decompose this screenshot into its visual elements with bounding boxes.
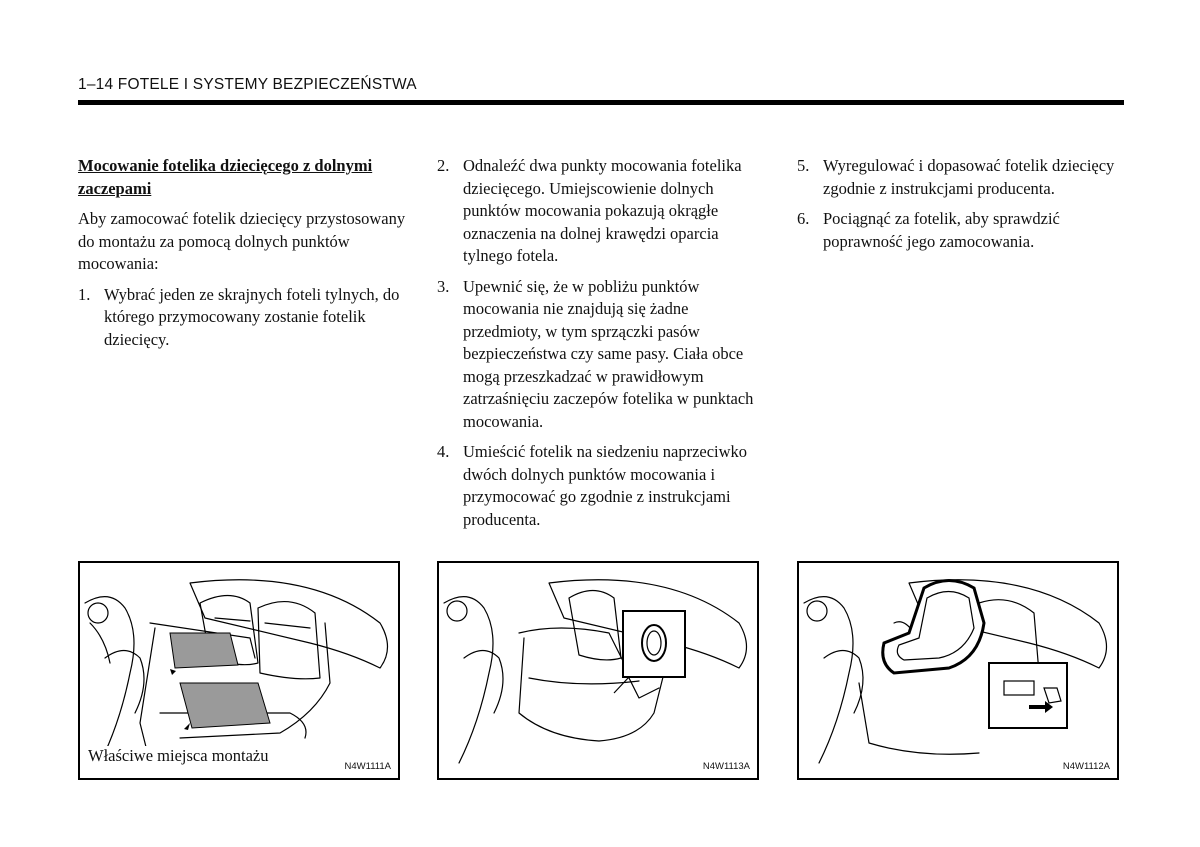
steps-list-1 bbox=[78, 284, 408, 352]
step-text: Wybrać jeden ze skrajnych foteli tylnych, do którego przymocowany zostanie fotelik dziecięcy. bbox=[104, 284, 400, 349]
step-number: 4. bbox=[437, 442, 450, 461]
column-2 bbox=[437, 155, 767, 539]
step-item bbox=[797, 208, 1127, 253]
step-item bbox=[437, 441, 767, 531]
figure-child-seat-attached bbox=[797, 561, 1119, 780]
step-text: Pociągnąć za fotelik, aby sprawdzić poprawność jego zamocowania. bbox=[823, 209, 1060, 251]
figure-anchor-locations bbox=[78, 561, 400, 780]
step-text: Umieścić fotelik na siedzeniu naprzeciwko dwóch dolnych punktów mocowania i przymocować go zgodnie z instrukcjami producenta. bbox=[463, 442, 748, 529]
steps-list-2 bbox=[437, 155, 767, 531]
step-item bbox=[797, 155, 1127, 200]
header-rule bbox=[78, 100, 1124, 105]
step-text: Odnaleźć dwa punkty mocowania fotelika dziecięcego. Umiejscowienie dolnych punktów mocowania pokazują okrągłe oznaczenia na dolnej krawędzi oparcia tylnego fotela. bbox=[463, 156, 742, 265]
step-item bbox=[437, 155, 767, 268]
step-number: 1. bbox=[78, 284, 91, 304]
step-item bbox=[437, 276, 767, 434]
step-number: 2. bbox=[437, 156, 450, 175]
intro-paragraph: Aby zamocować fotelik dziecięcy przystosowany do montażu za pomocą dolnych punktów mocowania: bbox=[78, 209, 406, 273]
column-3 bbox=[797, 155, 1127, 261]
step-text: Upewnić się, że w pobliżu punktów mocowania nie znajdują się żadne przedmioty, w tym sprzączki pasów bezpieczeństwa czy same pasy. Ciała obce mogą przeszkadzać w prawidłowym zatrzaśnięciu zaczepów fotelika w punktach mocowania. bbox=[463, 276, 754, 431]
page-header: 1–14 FOTELE I SYSTEMY BEZPIECZEŃSTWA bbox=[78, 76, 417, 93]
anchor-marking-illustration bbox=[439, 563, 757, 778]
step-number: 6. bbox=[797, 209, 810, 228]
figure-caption: Właściwe miejsca montażu bbox=[88, 746, 273, 766]
steps-list-3 bbox=[797, 155, 1127, 253]
section-heading: Mocowanie fotelika dziecięcego z dolnymi zaczepami bbox=[78, 156, 373, 198]
figure-code: N4W1112A bbox=[1062, 761, 1110, 772]
child-seat-illustration bbox=[799, 563, 1117, 778]
step-number: 5. bbox=[797, 156, 810, 175]
figure-code: N4W1111A bbox=[344, 761, 391, 772]
figure-anchor-markings bbox=[437, 561, 759, 780]
step-text: Wyregulować i dopasować fotelik dziecięcy zgodnie z instrukcjami producenta. bbox=[823, 156, 1115, 198]
step-item bbox=[78, 284, 408, 352]
step-number: 3. bbox=[437, 276, 450, 296]
column-1 bbox=[78, 155, 408, 359]
figure-code: N4W1113A bbox=[702, 761, 750, 772]
